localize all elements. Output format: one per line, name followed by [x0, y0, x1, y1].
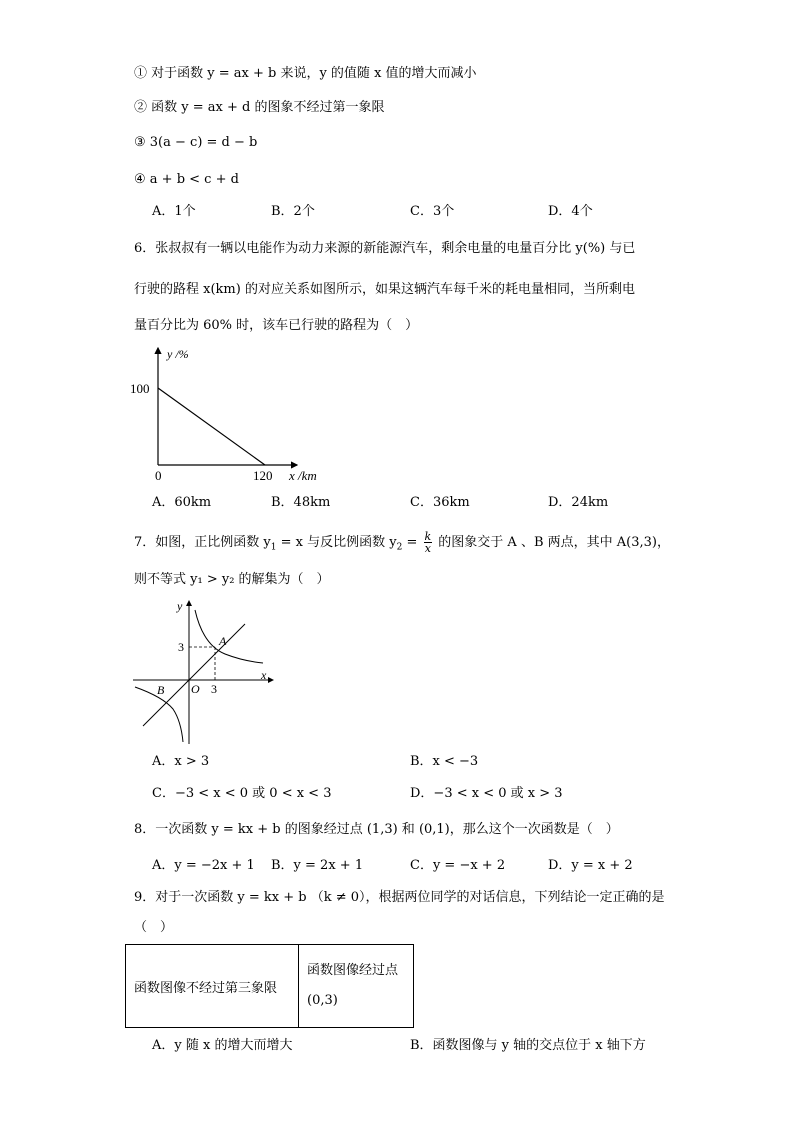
q7-fraction-denominator: x	[424, 542, 431, 555]
q6-x-tick-label: 120	[253, 468, 273, 483]
statement-1: ① 对于函数 y = ax + b 来说，y 的值随 x 值的增大而减小	[134, 66, 477, 81]
q9-dialog-table	[125, 944, 414, 1028]
q6-origin-label: 0	[155, 468, 162, 483]
q7-option-b: B．x < −3	[410, 754, 479, 769]
q8-option-a: A．y = −2x + 1	[152, 858, 255, 873]
q8-option-b: B．y = 2x + 1	[271, 858, 364, 873]
q7-fraction-numerator: k	[424, 530, 432, 543]
q7-option-d: D．−3 < x < 0 或 x > 3	[410, 786, 563, 801]
q7-text-part3: =	[402, 535, 422, 550]
q9-text-line1: 9．对于一次函数 y = kx + b （k ≠ 0），根据两位同学的对话信息，下列结论一定正确的是	[134, 890, 665, 905]
q8-text-line1: 8．一次函数 y = kx + b 的图象经过点 (1,3) 和 (0,1)，那么这个一次函数是（ ）	[134, 822, 619, 837]
q8-option-c: C．y = −x + 2	[410, 858, 506, 873]
q6-text-line1: 6．张叔叔有一辆以电能作为动力来源的新能源汽车，剩余电量的电量百分比 y(%) 与已	[134, 241, 636, 256]
q6-option-c: C．36km	[410, 495, 470, 510]
q7-text-line2: 则不等式 y₁ > y₂ 的解集为（ ）	[134, 572, 330, 587]
statement-2: ② 函数 y = ax + d 的图象不经过第一象限	[134, 100, 385, 115]
q5-option-b: B．2个	[271, 204, 315, 219]
q7-option-c: C．−3 < x < 0 或 0 < x < 3	[152, 786, 332, 801]
q9-option-a: A．y 随 x 的增大而增大	[152, 1038, 293, 1053]
q6-text-line3: 量百分比为 60% 时，该车已行驶的路程为（ ）	[134, 318, 419, 333]
q5-option-a: A．1个	[152, 204, 196, 219]
q7-graph	[125, 597, 285, 747]
q9-table-cell-2	[299, 945, 414, 1028]
q6-y-axis-label: y /%	[167, 347, 189, 361]
q7-y-label: y	[177, 599, 183, 613]
q7-text-part4: 的图象交于 A 、B 两点，其中 A(3,3)，	[434, 535, 670, 550]
q6-option-d: D．24km	[548, 495, 609, 510]
q5-option-d: D．4个	[548, 204, 593, 219]
q7-text-part1: 7．如图，正比例函数 y	[134, 535, 271, 550]
statement-3: ③ 3(a − c) = d − b	[134, 135, 258, 150]
q7-point-b-label: B	[157, 683, 165, 697]
q6-x-axis-label: x /km	[289, 468, 317, 483]
q6-option-a: A．60km	[152, 495, 212, 510]
q6-y-tick-label: 100	[130, 381, 150, 396]
q6-option-b: B．48km	[271, 495, 331, 510]
q7-tick-x-label: 3	[211, 682, 217, 696]
q7-origin-label: O	[191, 682, 200, 696]
q9-table-cell-2-line1: 函数图像经过点	[307, 963, 399, 978]
q9-table-cell-2-line2: (0,3)	[307, 993, 338, 1008]
q6-data-line	[158, 388, 265, 465]
q7-text-part2: = x 与反比例函数 y	[276, 535, 397, 550]
q7-point-a-label: A	[219, 634, 227, 648]
statement-4: ④ a + b < c + d	[134, 172, 239, 187]
q7-x-label: x	[261, 668, 267, 682]
q6-graph	[125, 343, 335, 488]
q9-text-line2: （ ）	[134, 920, 174, 935]
q7-line-y1	[143, 624, 245, 726]
q7-text-line1: 7．如图，正比例函数 $y_1 = x$ 与反比例函数 $y_2$ = $\frac{k}{x}$ 的图象交于 A 、B 两点，其中 A(3,3)，	[134, 530, 670, 555]
q7-tick-y-label: 3	[178, 640, 184, 654]
q9-table-cell-1: 函数图像不经过第三象限	[126, 945, 299, 1028]
q7-hyperbola-branch1	[195, 610, 263, 663]
q5-option-c: C．3个	[410, 204, 455, 219]
q8-option-d: D．y = x + 2	[548, 858, 633, 873]
q9-option-b: B．函数图像与 y 轴的交点位于 x 轴下方	[410, 1038, 646, 1053]
q7-option-a: A．x > 3	[152, 754, 210, 769]
q6-text-line2: 行驶的路程 x(km) 的对应关系如图所示，如果这辆汽车每千米的耗电量相同，当所剩电	[134, 282, 635, 297]
